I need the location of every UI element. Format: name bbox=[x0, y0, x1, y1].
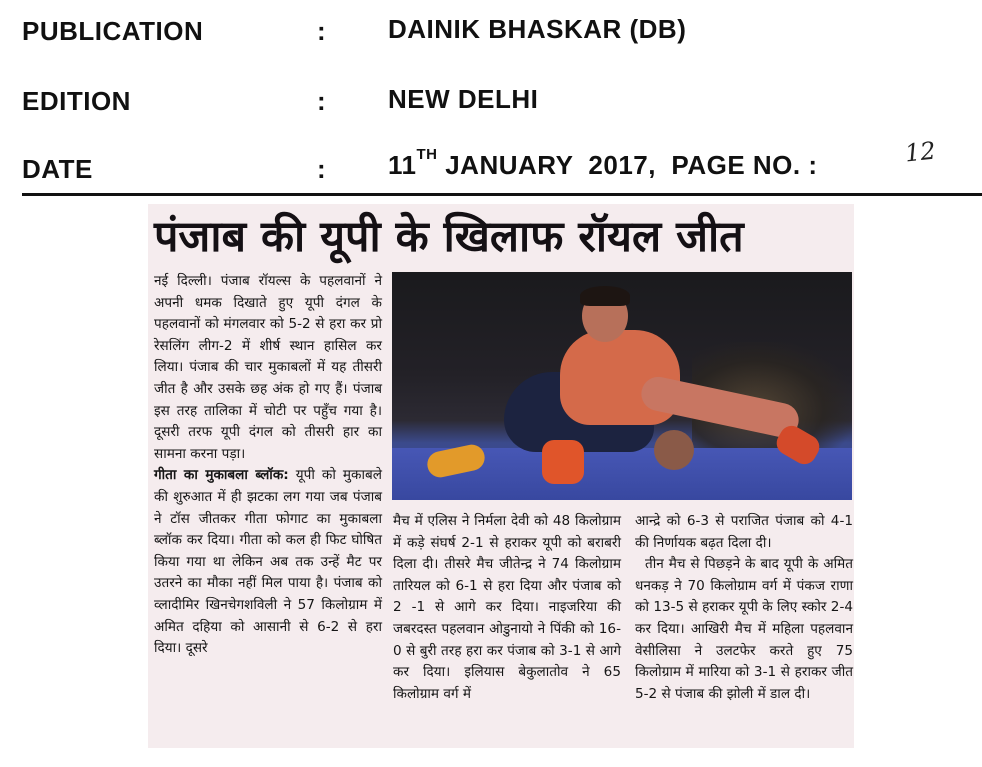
date-rest: JANUARY 2017, PAGE NO. : bbox=[437, 150, 818, 180]
date-day: 11 bbox=[388, 150, 417, 180]
edition-label: EDITION bbox=[22, 86, 131, 116]
article-column-1 bbox=[154, 271, 382, 660]
article-col2-paragraph: मैच में एलिस ने निर्मला देवी को 48 किलोग्राम में कड़े संघर्ष 2-1 से हराकर यूपी को बराबरी दिला दी। तीसरे मैच जीतेन्द्र ने 74 किलोग्राम तारियल को 6-1 से हरा दिया और पंजाब को 2 -1 से आगे कर दिया। नाइजरिया की जबरदस्त पहलवान ओडुनायो ने पिंकी को 16-0 से बुरी तरह हरा कर पंजाब को 3-1 से आगे कर दिया। इलियास बेकुलातोव ने 65 किलोग्राम वर्ग में bbox=[393, 513, 621, 702]
handwritten-page-number: 12 bbox=[903, 136, 937, 168]
publication-colon: : bbox=[317, 16, 327, 46]
date-colon: : bbox=[317, 154, 327, 184]
article-column-3 bbox=[635, 511, 853, 705]
edition-value: NEW DELHI bbox=[388, 84, 539, 114]
article-headline: पंजाब की यूपी के खिलाफ रॉयल जीत bbox=[154, 212, 744, 262]
header-divider bbox=[22, 193, 982, 196]
date-suffix: TH bbox=[416, 146, 438, 163]
date-label: DATE bbox=[22, 154, 93, 184]
photo-wrestler-head-2 bbox=[654, 430, 694, 470]
article-section-text: यूपी को मुकाबले की शुरुआत में ही झटका लग गया जब पंजाब ने टॉस जीतकर गीता फोगाट का मुकाबला ब्लॉक कर दिया। गीता को कल ही फिट घोषित किया गया था लेकिन अब तक उन्हें मैट पर उतरने का मौका नहीं मिल पाया है। पंजाब को व्लादीमिर खिनचेगशविली ने 57 किलोग्राम में अमित दहिया को आसानी से 6-2 से हरा दिया। दूसरे bbox=[154, 467, 382, 657]
photo-shoe-mid bbox=[542, 440, 584, 484]
article-column-2 bbox=[393, 511, 621, 705]
publication-value: DAINIK BHASKAR (DB) bbox=[388, 14, 687, 44]
date-value bbox=[388, 146, 818, 181]
article-subheading: गीता का मुकाबला ब्लॉक: bbox=[154, 467, 289, 484]
publication-label: PUBLICATION bbox=[22, 16, 204, 46]
edition-colon: : bbox=[317, 86, 327, 116]
article-col3-paragraph-2: तीन मैच से पिछड़ने के बाद यूपी के अमित धनकड़ ने 70 किलोग्राम वर्ग में पंकज राणा को 13-5 से हराकर यूपी के लिए स्कोर 2-4 कर दिया। आखिरी मैच में महिला पहलवान वेसीलिसा ने उलटफेर करते हुए 75 किलोग्राम में मारिया को 3-1 से हराकर जीत 5-2 से पंजाब की झोली में डाल दी। bbox=[635, 556, 853, 702]
article-col3-paragraph-1: आन्द्रे को 6-3 से पराजित पंजाब को 4-1 की निर्णायक बढ़त दिला दी। bbox=[635, 513, 853, 551]
article-section-paragraph bbox=[154, 465, 382, 659]
photo-wrestler-hair bbox=[580, 286, 630, 306]
article-intro-paragraph: नई दिल्ली। पंजाब रॉयल्स के पहलवानों ने अपनी धमक दिखाते हुए यूपी दंगल के पहलवानों को मंगलवार को 5-2 से हरा कर प्रो रेसलिंग लीग-2 में शीर्ष स्थान हासिल कर लिया। पंजाब की चार मुकाबलों में यह तीसरी जीत है और उसके छह अंक हो गए हैं। पंजाब इस तरह तालिका में चोटी पर पहुँच गया है। दूसरी तरफ यूपी दंगल को तीसरी हार का सामना करना पड़ा। bbox=[154, 273, 382, 462]
wrestling-photo bbox=[392, 272, 852, 500]
